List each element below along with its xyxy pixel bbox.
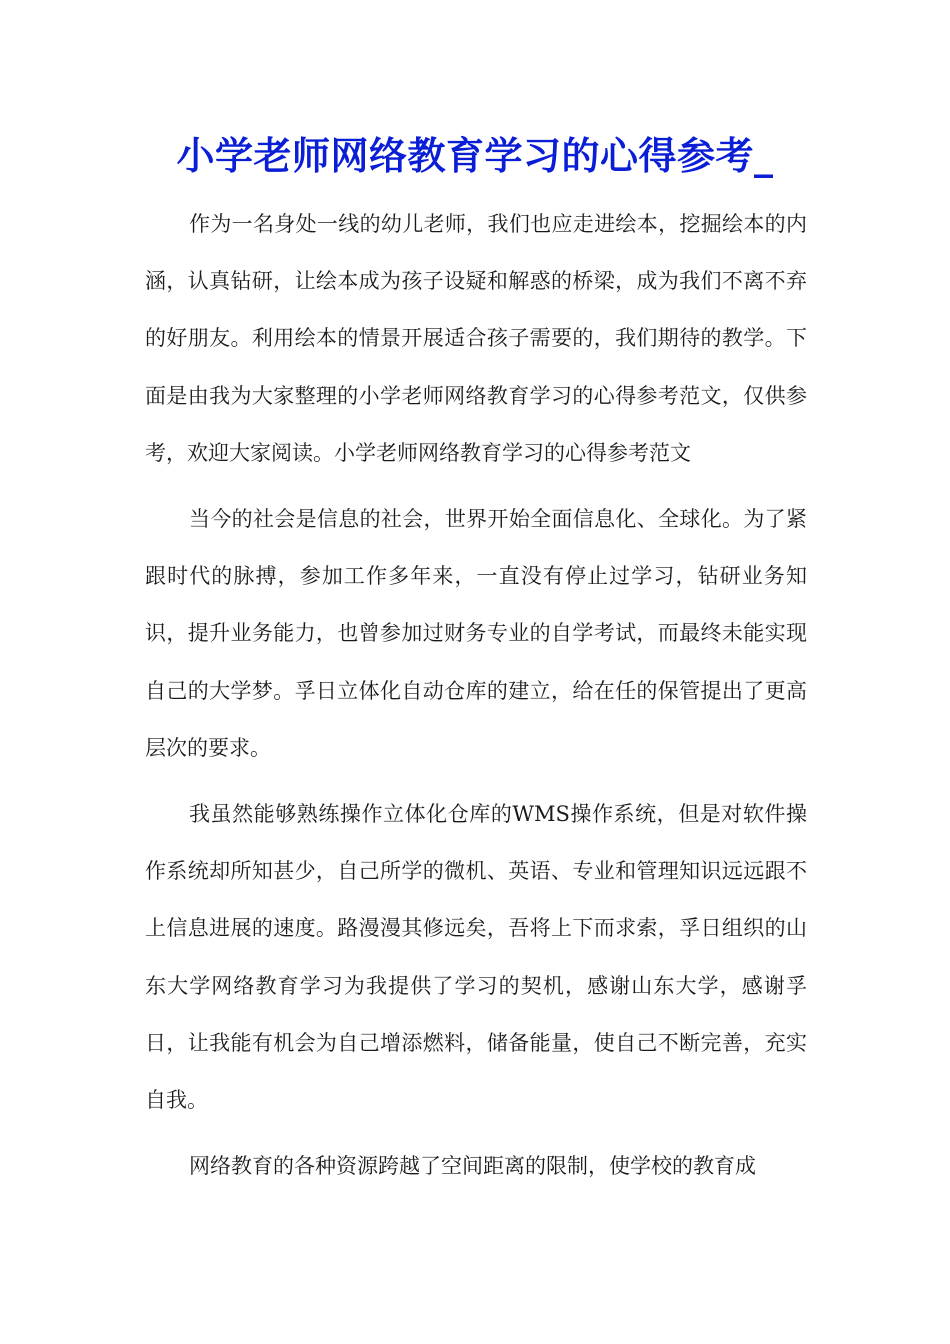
paragraph-4: 网络教育的各种资源跨越了空间距离的限制，使学校的教育成	[189, 1154, 756, 1179]
document-body	[145, 196, 807, 1204]
paragraph-1: 作为一名身处一线的幼儿老师，我们也应走进绘本，挖掘绘本的内涵，认真钻研，让绘本成为孩子设疑和解惑的桥梁，成为我们不离不弃的好朋友。利用绘本的情景开展适合孩子需要的，我们期待的教学。下面是由我为大家整理的小学老师网络教育学习的心得参考范文，仅供参考，欢迎大家阅读。小学老师网络教育学习的心得参考范文	[145, 212, 807, 465]
document-title: 小学老师网络教育学习的心得参考_	[176, 133, 774, 178]
paragraph-3: 我虽然能够熟练操作立体化仓库的WMS操作系统，但是对软件操作系统却所知甚少，自己所学的微机、英语、专业和管理知识远远跟不上信息进展的速度。路漫漫其修远矣，吾将上下而求索，孚日组织的山东大学网络教育学习为我提供了学习的契机，感谢山东大学，感谢孚日，让我能有机会为自己增添燃料，储备能量，使自己不断完善，充实自我。	[145, 802, 807, 1113]
paragraph-2: 当今的社会是信息的社会，世界开始全面信息化、全球化。为了紧跟时代的脉搏，参加工作多年来，一直没有停止过学习，钻研业务知识，提升业务能力，也曾参加过财务专业的自学考试，而最终未能实现自己的大学梦。孚日立体化自动仓库的建立，给在任的保管提出了更高层次的要求。	[145, 507, 807, 760]
